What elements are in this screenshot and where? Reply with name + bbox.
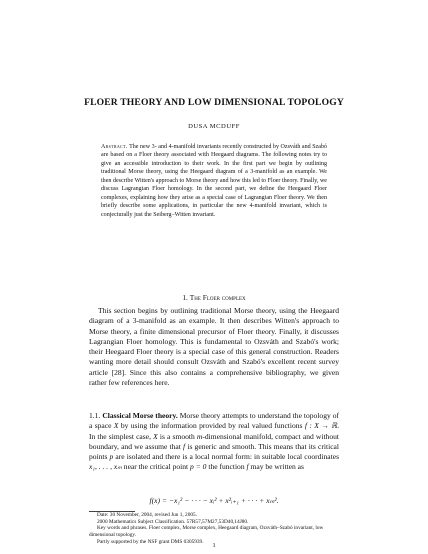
math-var: f xyxy=(183,441,186,451)
text-fragment: by using the information provided by real valued functions xyxy=(120,421,303,431)
subsection-number: 1.1. xyxy=(89,411,101,420)
text-fragment: is generic and smooth. This means that its critical points xyxy=(89,441,339,461)
math-var: X xyxy=(153,431,158,441)
paragraph-classical-morse xyxy=(89,411,339,473)
footnote-keywords: Key words and phrases. Floer complex, Morse complex, Heegaard diagram, Ozsváth–Szabó invariant, low dimensional topology. xyxy=(89,525,324,539)
section-heading xyxy=(0,293,428,302)
footnote-support: Partly supported by the NSF grant DMS 0305939. xyxy=(97,538,204,545)
text-fragment: is a smooth xyxy=(159,431,195,441)
text-fragment: may be written as xyxy=(250,462,304,472)
morse-normal-form-equation: f(x) = −x₁² − · · · − xᵢ² + x²ᵢ₊₁ + · · · + xₘ². xyxy=(149,496,279,505)
math-var: f xyxy=(246,462,249,472)
footnote-date: Date: 30 November, 2004, revised Jun 1, 2005. xyxy=(97,512,197,518)
footnote-msc: 2000 Mathematics Subject Classification. 57R57,57M27,53D40,14J80. xyxy=(97,518,249,525)
math-coords: x₁, . . . , xₘ xyxy=(89,462,122,472)
math-var: m xyxy=(196,431,203,441)
text-fragment: are isolated and there is a local normal form: in suitable local coordinates xyxy=(115,452,340,461)
abstract-label: Abstract. xyxy=(101,144,128,150)
math-expr: p = 0 xyxy=(190,462,207,472)
section-title: The Floer complex xyxy=(189,293,246,302)
math-var: X xyxy=(113,421,119,431)
text-fragment: the function xyxy=(208,462,245,472)
abstract-text: The new 3- and 4-manifold invariants recently constructed by Ozsváth and Szabó are based on a Floer theory associated with Heegaard diagrams. The following notes try to give an accessible introduction to their work. In the first part we begin by outlining traditional Morse theory, using the Heegaard diagram of a 3-manifold as an example. We then describe Witten's approach to Morse theory and how this led to Floer theory. Finally, we discuss Lagrangian Floer homology. In the second part, we define the Heegaard Floer complexes, explaining how they arise as a special case of Lagrangian Floer theory. We then briefly describe some applications, in particular the new 4-manifold invariant, which is conjecturally just the Seiberg–Witten invariant. xyxy=(101,144,327,218)
text-fragment: Morse theory attempts to understand the topology of a space xyxy=(89,411,340,431)
author-name: DUSA MCDUFF xyxy=(188,123,240,130)
footnotes xyxy=(89,512,339,546)
section-number: 1. xyxy=(182,293,188,302)
abstract xyxy=(101,143,327,219)
subsection-title: Classical Morse theory. xyxy=(102,411,178,420)
text-fragment: -dimensional manifold, compact and without boundary, and we assume that xyxy=(89,431,339,451)
page-number: 1 xyxy=(212,542,216,549)
math-var: p xyxy=(109,452,114,461)
paper-title: FLOER THEORY AND LOW DIMENSIONAL TOPOLOGY xyxy=(84,97,344,108)
text-fragment: near the critical point xyxy=(123,462,189,472)
text-fragment: . In the simplest case, xyxy=(89,421,339,441)
math-function: f : X → ℝ xyxy=(304,421,338,431)
paragraph-intro: This section begins by outlining traditional Morse theory, using the Heegaard diagram of a 3-manifold as an example. It then describes Witten's approach to Morse theory, a finite dimensional precursor of Floer theory. Finally, it discusses Lagrangian Floer homology. This is fundamental to Ozsváth and Szabó's work; their Heegaard Floer theory is a special case of this general construction. Readers wanting more detail should consult Ozsváth and Szabó's excellent recent survey article [28]. Since this also contains a comprehensive bibliography, we given rather few references here. xyxy=(89,306,339,387)
